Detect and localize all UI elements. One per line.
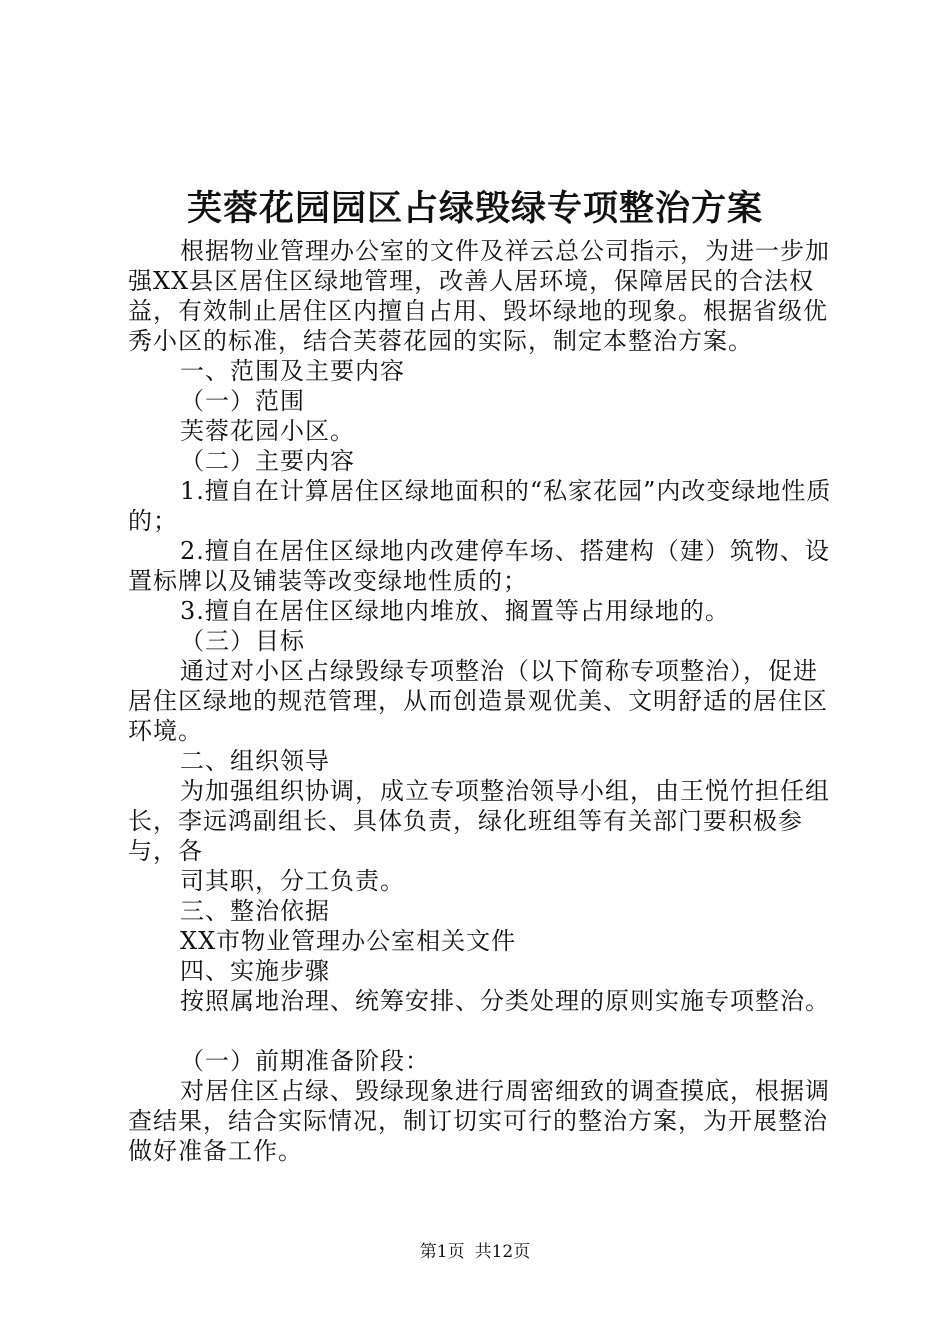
subheading-goal: （三）目标 bbox=[180, 627, 305, 655]
heading-scope-content: 一、范围及主要内容 bbox=[180, 357, 405, 385]
paragraph-gap bbox=[128, 1016, 834, 1046]
subheading-scope: （一）范围 bbox=[180, 387, 305, 415]
list-item-1: 1.擅自在计算居住区绿地面积的“私家花园”内改变绿地性质的； bbox=[128, 477, 832, 535]
heading-basis: 三、整治依据 bbox=[180, 897, 330, 925]
paragraph-basis: XX市物业管理办公室相关文件 bbox=[180, 927, 517, 955]
list-item-3: 3.擅自在居住区绿地内堆放、搁置等占用绿地的。 bbox=[180, 597, 730, 625]
paragraph-organization: 为加强组织协调，成立专项整治领导小组，由王悦竹担任组长，李远鸿副组长、具体负责，绿化班组等有关部门要积极参与，各 bbox=[128, 777, 830, 865]
list-item-2: 2.擅自在居住区绿地内改建停车场、搭建构（建）筑物、设置标牌以及铺装等改变绿地性质的； bbox=[128, 537, 830, 595]
heading-organization: 二、组织领导 bbox=[180, 747, 330, 775]
paragraph-scope: 芙蓉花园小区。 bbox=[180, 417, 355, 445]
page-footer bbox=[0, 1240, 950, 1264]
paragraph-goal: 通过对小区占绿毁绿专项整治（以下简称专项整治），促进居住区绿地的规范管理，从而创造景观优美、文明舒适的居住区环境。 bbox=[128, 657, 828, 745]
subheading-preparation: （一）前期准备阶段： bbox=[180, 1047, 430, 1075]
document-body bbox=[128, 236, 834, 1166]
paragraph-intro: 根据物业管理办公室的文件及祥云总公司指示，为进一步加强XX县区居住区绿地管理，改善人居环境，保障居民的合法权益，有效制止居住区内擅自占用、毁坏绿地的现象。根据省级优秀小区的标准，结合芙蓉花园的实际，制定本整治方案。 bbox=[128, 237, 830, 355]
subheading-main-content: （二）主要内容 bbox=[180, 447, 355, 475]
paragraph-steps: 按照属地治理、统筹安排、分类处理的原则实施专项整治。 bbox=[180, 987, 830, 1015]
page-total: 共12页 bbox=[474, 1242, 531, 1262]
heading-steps: 四、实施步骤 bbox=[180, 957, 330, 985]
page-number: 第1页 bbox=[419, 1242, 465, 1262]
document-title: 芙蓉花园园区占绿毁绿专项整治方案 bbox=[186, 188, 763, 229]
paragraph-organization-cont: 司其职，分工负责。 bbox=[180, 867, 405, 895]
paragraph-preparation: 对居住区占绿、毁绿现象进行周密细致的调查摸底，根据调查结果，结合实际情况，制订切实可行的整治方案，为开展整治做好准备工作。 bbox=[128, 1077, 830, 1165]
